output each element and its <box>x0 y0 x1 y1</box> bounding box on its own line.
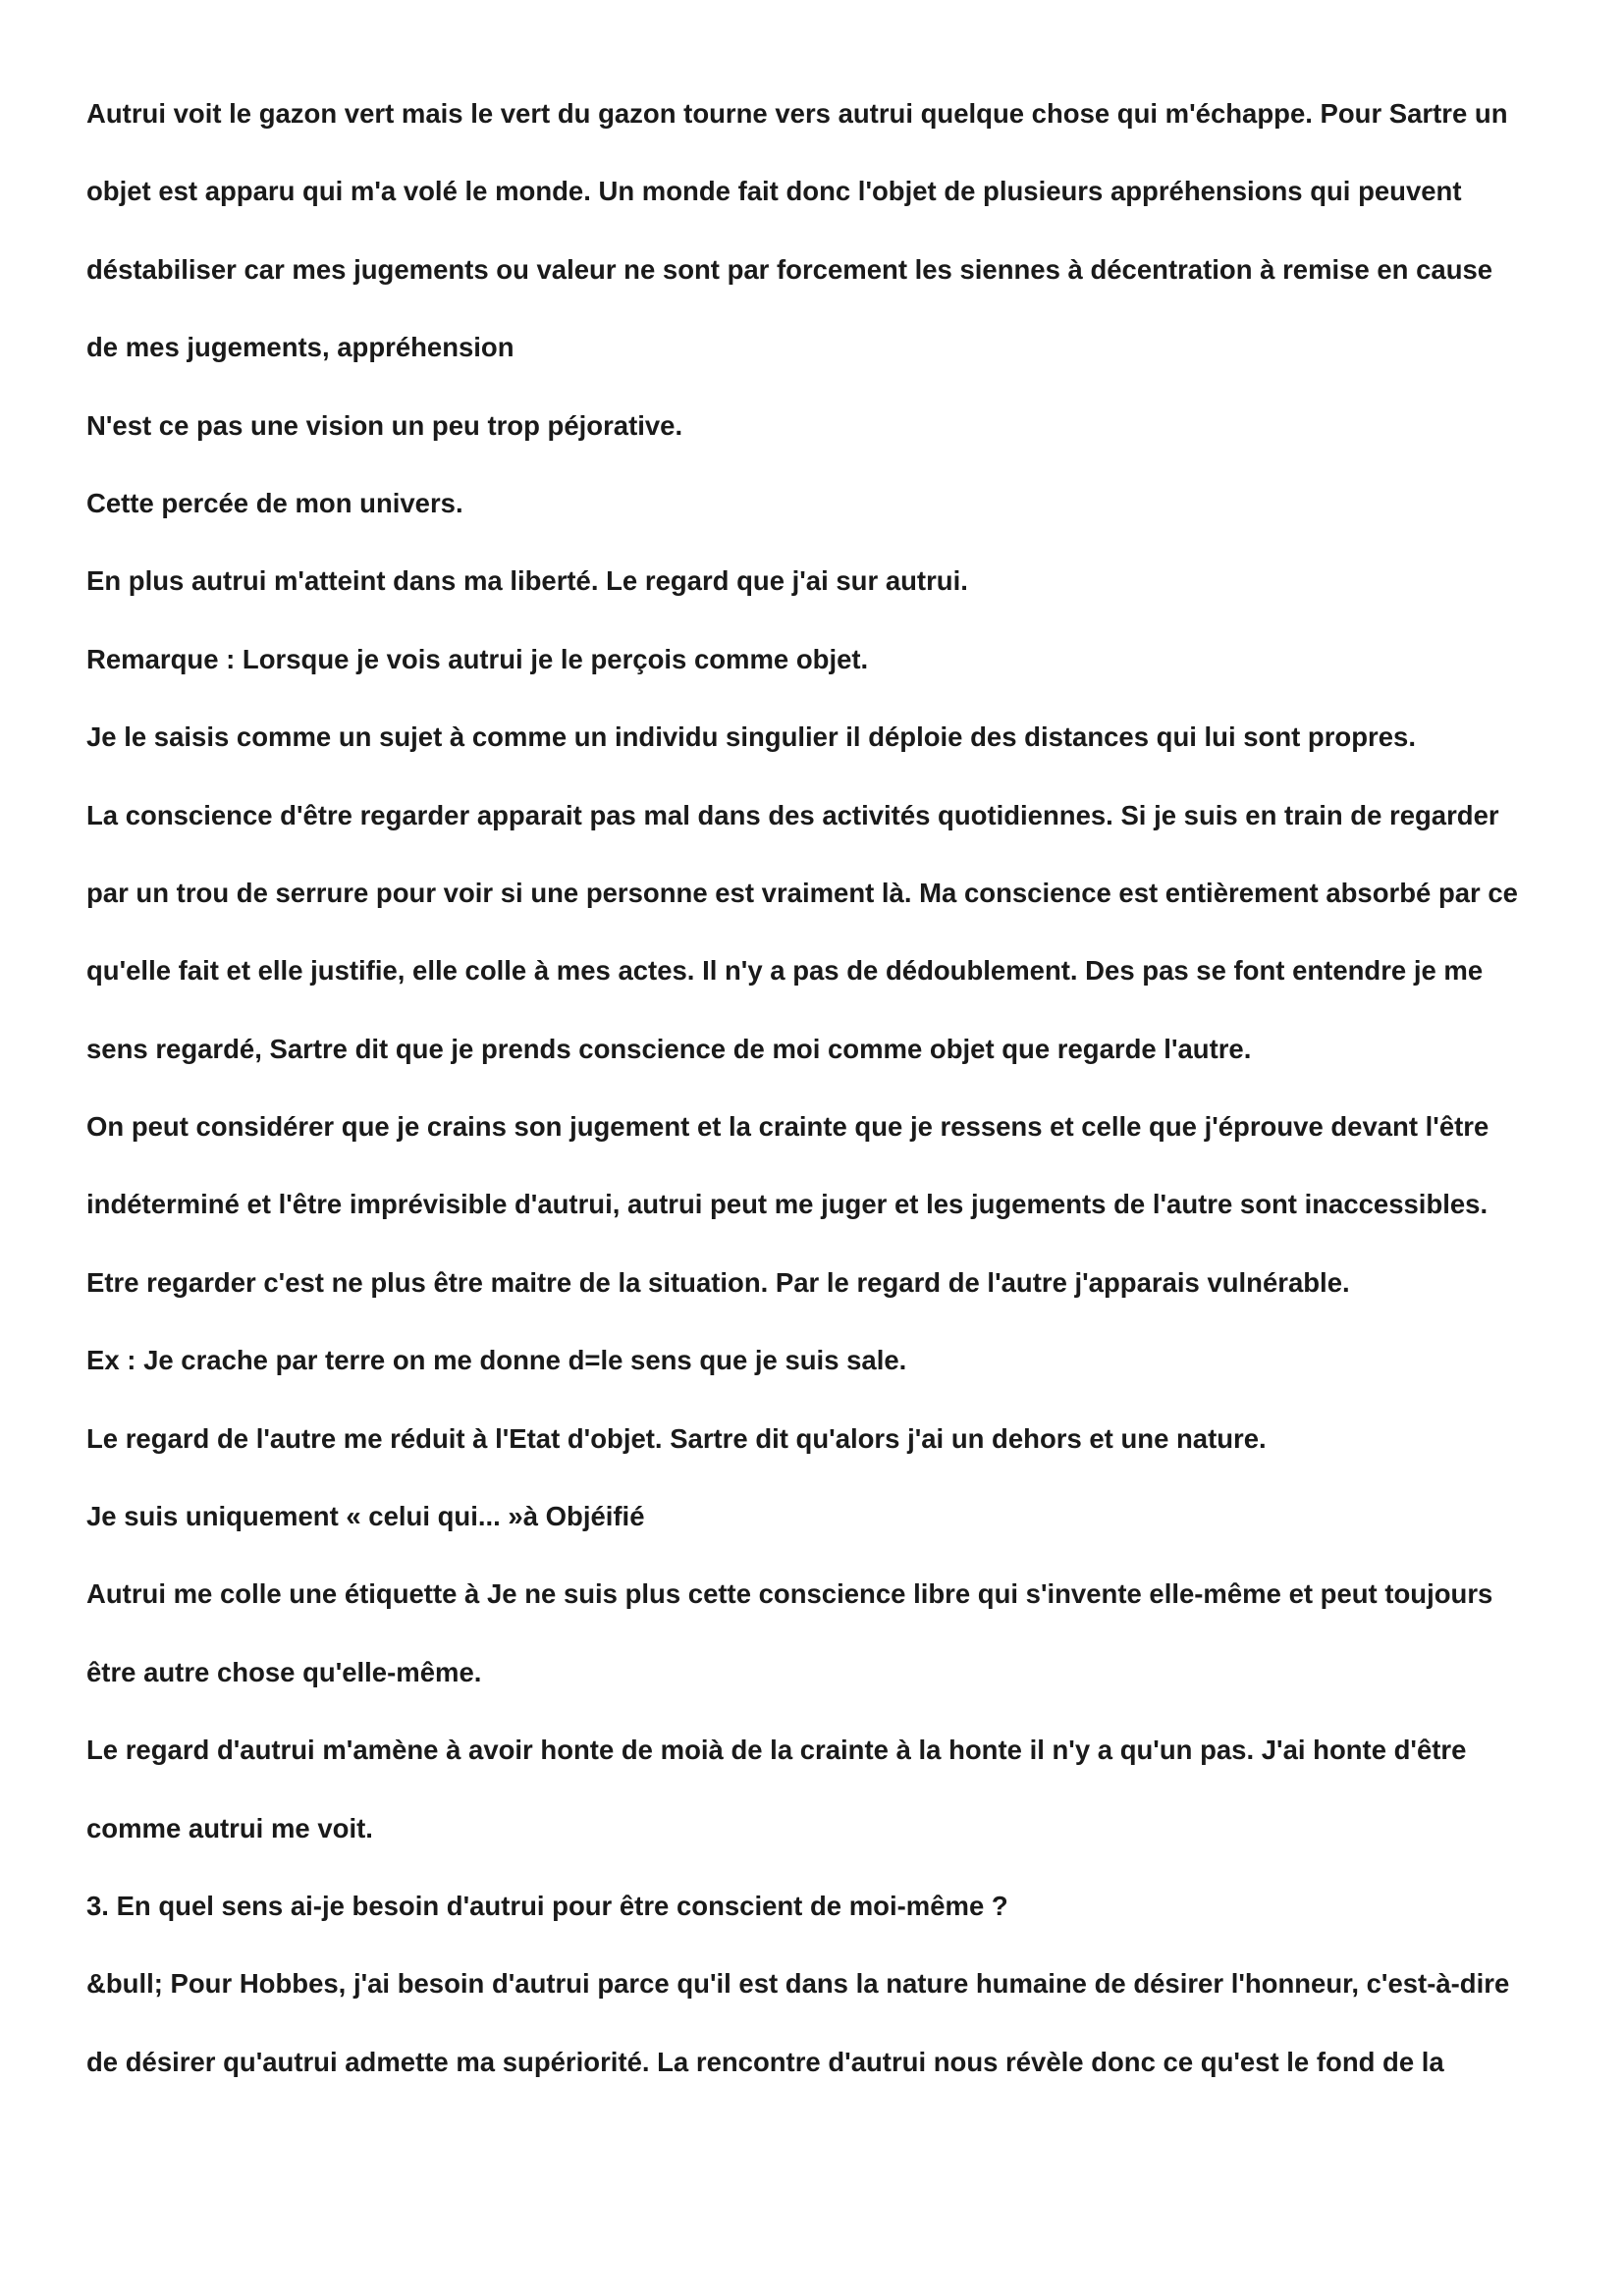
text-line: Le regard d'autrui m'amène à avoir honte de moià de la crainte à la honte il n'y a qu'un pas. J'ai honte d'être <box>86 1735 1467 1766</box>
text-line: sens regardé, Sartre dit que je prends conscience de moi comme objet que regarde l'autre. <box>86 1033 1252 1064</box>
document-body <box>86 94 1559 2120</box>
text-line: déstabiliser car mes jugements ou valeur ne sont par forcement les siennes à décentration à remise en cause <box>86 253 1493 285</box>
text-line: Cette percée de mon univers. <box>86 487 463 518</box>
text-line: Le regard de l'autre me réduit à l'Etat d'objet. Sartre dit qu'alors j'ai un dehors et une nature. <box>86 1422 1267 1454</box>
text-line: comme autrui me voit. <box>86 1812 373 1843</box>
text-line: être autre chose qu'elle-même. <box>86 1656 482 1687</box>
text-line: qu'elle fait et elle justifie, elle colle à mes actes. Il n'y a pas de dédoublement. Des pas se font entendre je me <box>86 955 1484 987</box>
text-line: Remarque : Lorsque je vois autrui je le perçois comme objet. <box>86 643 869 674</box>
text-line: de désirer qu'autrui admette ma supériorité. La rencontre d'autrui nous révèle donc ce qu'est le fond de la <box>86 2046 1444 2077</box>
text-line: On peut considérer que je crains son jugement et la crainte que je ressens et celle que j'éprouve devant l'être <box>86 1111 1489 1143</box>
section-heading: 3. En quel sens ai-je besoin d'autrui pour être conscient de moi-même ? <box>86 1890 1008 1921</box>
text-line: N'est ce pas une vision un peu trop péjorative. <box>86 409 683 441</box>
text-line: Autrui voit le gazon vert mais le vert du gazon tourne vers autrui quelque chose qui m'échappe. Pour Sartre un <box>86 98 1508 129</box>
text-line: par un trou de serrure pour voir si une personne est vraiment là. Ma conscience est entièrement absorbé par ce <box>86 877 1518 908</box>
text-line: Autrui me colle une étiquette à Je ne suis plus cette conscience libre qui s'invente elle-même et peut toujours <box>86 1578 1493 1610</box>
text-line: de mes jugements, appréhension <box>86 332 514 363</box>
text-line: Je suis uniquement « celui qui... »à Objéifié <box>86 1501 645 1532</box>
text-line: Ex : Je crache par terre on me donne d=le sens que je suis sale. <box>86 1345 907 1376</box>
text-line: indéterminé et l'être imprévisible d'autrui, autrui peut me juger et les jugements de l'autre sont inaccessibles. <box>86 1189 1489 1220</box>
text-line: Etre regarder c'est ne plus être maitre de la situation. Par le regard de l'autre j'apparais vulnérable. <box>86 1266 1350 1298</box>
text-line: objet est apparu qui m'a volé le monde. Un monde fait donc l'objet de plusieurs appréhensions qui peuvent <box>86 176 1462 207</box>
text-line: En plus autrui m'atteint dans ma liberté. Le regard que j'ai sur autrui. <box>86 565 968 597</box>
text-line: La conscience d'être regarder apparait pas mal dans des activités quotidiennes. Si je suis en train de regarder <box>86 799 1499 830</box>
text-line: Je le saisis comme un sujet à comme un individu singulier il déploie des distances qui lui sont propres. <box>86 721 1416 753</box>
text-line: &bull; Pour Hobbes, j'ai besoin d'autrui parce qu'il est dans la nature humaine de désirer l'honneur, c'est-à-dire <box>86 1968 1510 2000</box>
